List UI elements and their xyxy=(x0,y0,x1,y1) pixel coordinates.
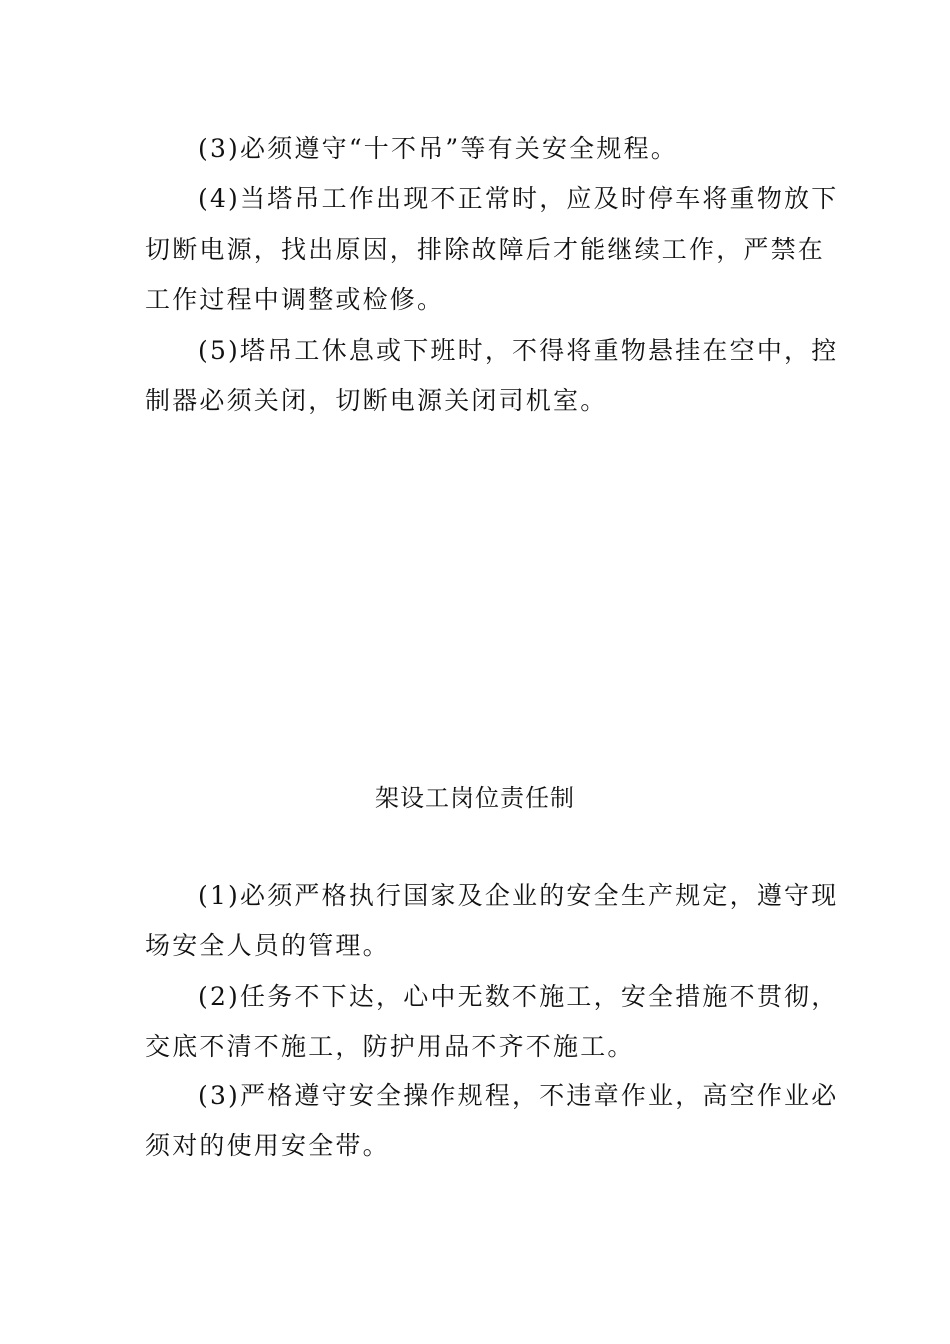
paragraph-line: (4)当塔吊工作出现不正常时，应及时停车将重物放下 xyxy=(198,184,839,213)
paragraph-line: 交底不清不施工，防护用品不齐不施工。 xyxy=(145,1032,635,1061)
paragraph-line: 须对的使用安全带。 xyxy=(145,1131,390,1160)
paragraph-line: (1)必须严格执行国家及企业的安全生产规定，遵守现 xyxy=(198,881,839,910)
paragraph-line: (3)严格遵守安全操作规程，不违章作业，高空作业必 xyxy=(198,1081,839,1110)
paragraph-line: 切断电源，找出原因，排除故障后才能继续工作，严禁在 xyxy=(145,235,826,264)
paragraph-line: (2)任务不下达，心中无数不施工，安全措施不贯彻， xyxy=(198,982,839,1011)
paragraph-line: (5)塔吊工休息或下班时，不得将重物悬挂在空中，控 xyxy=(198,336,839,365)
paragraph-line: (3)必须遵守“十不吊”等有关安全规程。 xyxy=(198,134,678,163)
section-title: 架设工岗位责任制 xyxy=(375,784,575,812)
paragraph-line: 场安全人员的管理。 xyxy=(145,931,390,960)
paragraph-line: 工作过程中调整或检修。 xyxy=(145,285,445,314)
paragraph-line: 制器必须关闭，切断电源关闭司机室。 xyxy=(145,386,608,415)
